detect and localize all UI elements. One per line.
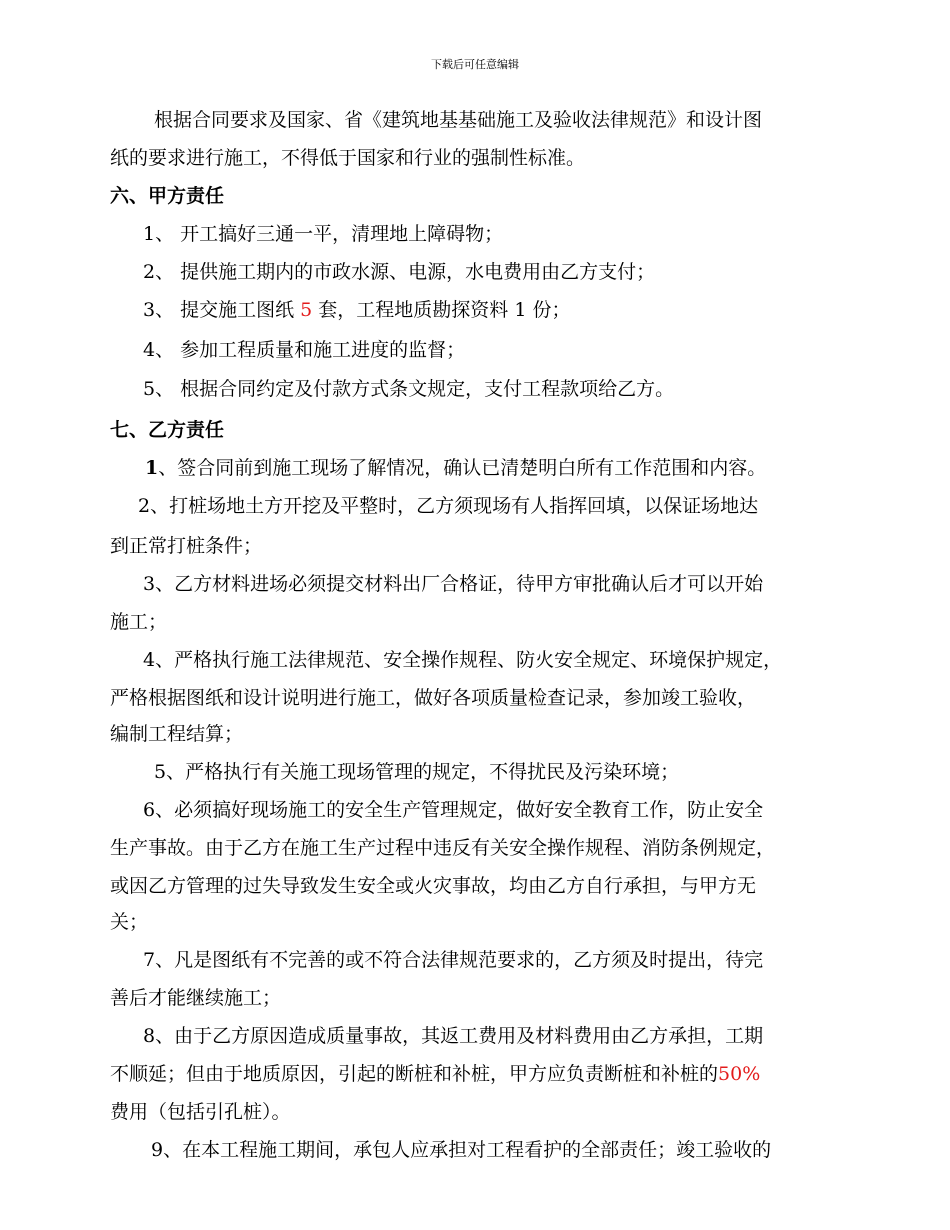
s6-item-1: 1、 开工搞好三通一平，清理地上障碍物； [143, 223, 504, 245]
s6-item-3-post: 套，工程地质勘探资料 1 份； [312, 299, 571, 321]
s6-item-4: 4、 参加工程质量和施工进度的监督； [143, 339, 466, 361]
s7-item-1-num: 1 [145, 457, 159, 479]
header-note: 下载后可任意编辑 [431, 58, 519, 71]
s7-item-6-line-1: 6、必须搞好现场施工的安全生产管理规定，做好安全教育工作，防止安全 [143, 799, 764, 821]
s7-item-6-line-4: 关； [110, 911, 149, 933]
intro-line-1: 根据合同要求及国家、省《建筑地基基础施工及验收法律规范》和设计图 [154, 109, 763, 131]
s7-item-4-line-2: 严格根据图纸和设计说明进行施工，做好各项质量检查记录，参加竣工验收， [110, 687, 757, 709]
s7-item-2-line-2: 到正常打桩条件； [110, 535, 263, 557]
s7-item-8-line-2-text: 不顺延；但由于地质原因，引起的断桩和补桩，甲方应负责断桩和补桩的 [110, 1063, 719, 1085]
intro-line-2: 纸的要求进行施工，不得低于国家和行业的强制性标准。 [110, 147, 586, 169]
s7-item-1-text: 、签合同前到施工现场了解情况，确认已清楚明白所有工作范围和内容。 [158, 457, 767, 479]
s7-item-8-line-3: 费用（包括引孔桩）。 [110, 1101, 291, 1123]
s7-item-1 [145, 456, 766, 480]
s7-item-4-line-1: 4、严格执行施工法律规范、安全操作规程、防火安全规定、环境保护规定， [143, 649, 783, 671]
s7-item-8-line-2 [110, 1062, 760, 1086]
s7-item-3-line-2: 施工； [110, 611, 168, 633]
s6-item-5: 5、 根据合同约定及付款方式条文规定，支付工程款项给乙方。 [143, 378, 675, 400]
section-6-title: 六、甲方责任 [110, 185, 225, 207]
s7-item-4-line-3: 编制工程结算； [110, 723, 244, 745]
section-7-title: 七、乙方责任 [110, 419, 225, 441]
s6-item-3-count: 5 [300, 299, 313, 321]
s6-item-3 [143, 298, 570, 322]
s7-item-6-line-3: 或因乙方管理的过失导致发生安全或火灾事故，均由乙方自行承担，与甲方无 [110, 875, 757, 897]
s7-item-3-line-1: 3、乙方材料进场必须提交材料出厂合格证，待甲方审批确认后才可以开始 [143, 573, 764, 595]
s6-item-2: 2、 提供施工期内的市政水源、电源，水电费用由乙方支付； [143, 261, 656, 283]
s7-item-7-line-2: 善后才能继续施工； [110, 987, 282, 1009]
s7-item-2-line-1: 2、打桩场地土方开挖及平整时，乙方须现场有人指挥回填，以保证场地达 [138, 495, 759, 517]
s7-item-5: 5、严格执行有关施工现场管理的规定，不得扰民及污染环境； [154, 761, 680, 783]
s7-item-6-line-2: 生产事故。由于乙方在施工生产过程中违反有关安全操作规程、消防条例规定， [110, 837, 776, 859]
s6-item-3-pre: 3、 提交施工图纸 [143, 299, 301, 321]
s7-item-7-line-1: 7、凡是图纸有不完善的或不符合法律规范要求的，乙方须及时提出，待完 [143, 949, 764, 971]
s7-item-8-line-1: 8、由于乙方原因造成质量事故，其返工费用及材料费用由乙方承担，工期 [143, 1025, 764, 1047]
s7-item-9-line-1: 9、在本工程施工期间，承包人应承担对工程看护的全部责任；竣工验收的 [151, 1139, 772, 1161]
s7-item-8-percent: 50% [718, 1063, 761, 1085]
